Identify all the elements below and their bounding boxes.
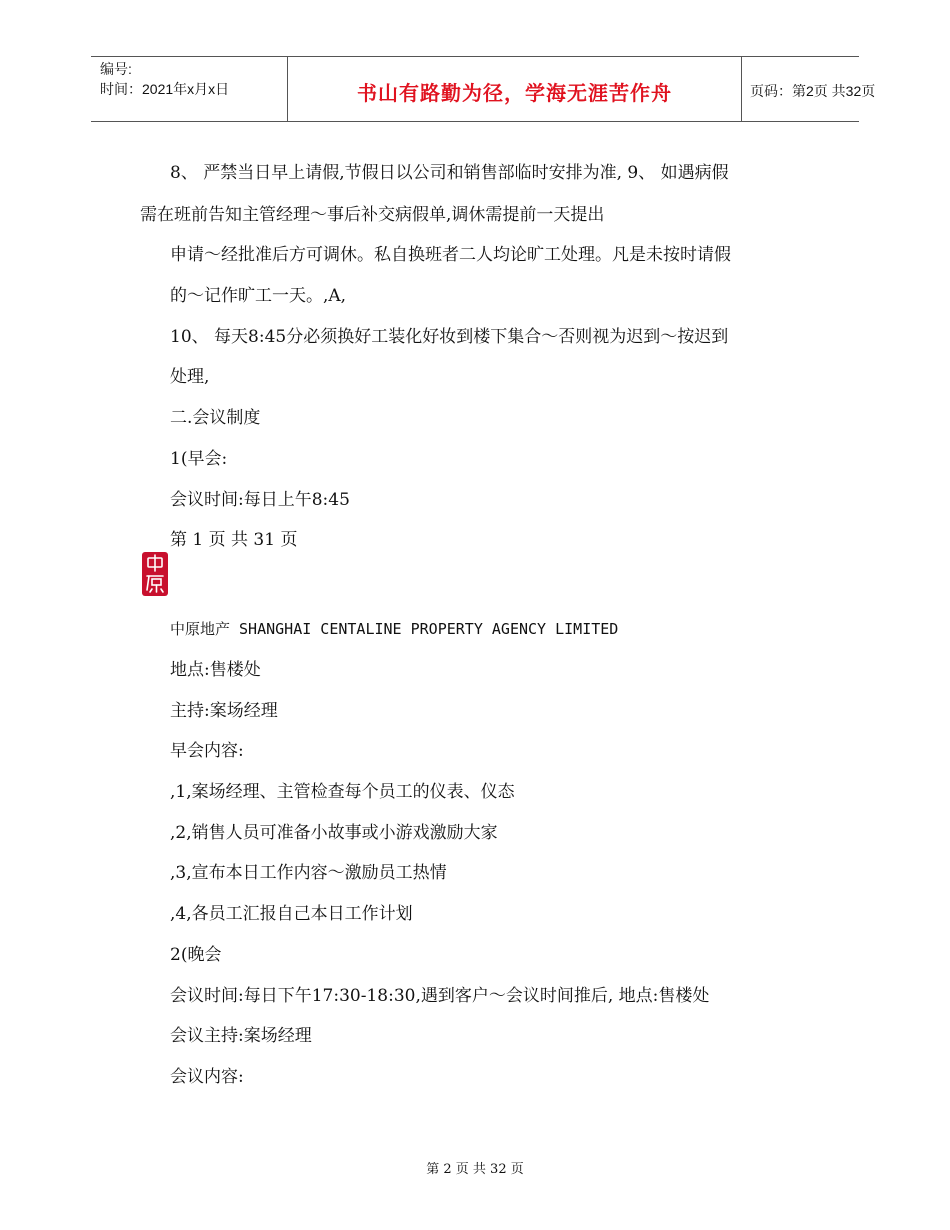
page-info: 页码：第2页 共32页 bbox=[750, 83, 876, 99]
page-footer: 第 2 页 共 32 页 bbox=[426, 1162, 524, 1177]
body-line: 地点:售楼处 bbox=[170, 660, 261, 680]
body-line: 主持:案场经理 bbox=[170, 701, 278, 721]
header-page-cell bbox=[742, 57, 876, 121]
body-line: 处理, bbox=[170, 367, 210, 387]
body-line: 会议时间:每日下午17:30-18:30,遇到客户～会议时间推后, 地点:售楼处 bbox=[170, 986, 710, 1006]
body-line: 会议时间:每日上午8:45 bbox=[170, 490, 350, 510]
list-item: ,1,案场经理、主管检查每个员工的仪表、仪态 bbox=[170, 782, 515, 802]
list-item: ,2,销售人员可准备小故事或小游戏激励大家 bbox=[170, 823, 498, 843]
body-line: 8、 严禁当日早上请假,节假日以公司和销售部临时安排为准, 9、 如遇病假 bbox=[170, 163, 729, 183]
document-number-label: 编号: bbox=[100, 61, 132, 77]
subsection-heading: 2(晚会 bbox=[170, 945, 222, 965]
document-time-label: 时间：2021年x月x日 bbox=[100, 81, 230, 97]
body-line: 会议内容: bbox=[170, 1067, 244, 1087]
motto-text: 书山有路勤为径，学海无涯苦作舟 bbox=[357, 81, 672, 105]
body-line: 早会内容: bbox=[170, 741, 244, 761]
body-line: 的～记作旷工一天。,A, bbox=[170, 286, 347, 306]
header-meta bbox=[91, 57, 287, 121]
centaline-logo-icon bbox=[142, 552, 168, 596]
company-name: 中原地产 SHANGHAI CENTALINE PROPERTY AGENCY LIMITED bbox=[170, 620, 619, 638]
subsection-heading: 1(早会: bbox=[170, 449, 228, 469]
body-line: 申请～经批准后方可调休。私自换班者二人均论旷工处理。凡是未按时请假 bbox=[170, 245, 731, 265]
body-line: 10、 每天8:45分必须换好工装化好妆到楼下集合～否则视为迟到～按迟到 bbox=[170, 327, 729, 347]
inner-page-number: 第 1 页 共 31 页 bbox=[170, 530, 298, 550]
header-motto-cell bbox=[287, 57, 742, 121]
list-item: ,4,各员工汇报自己本日工作计划 bbox=[170, 904, 413, 924]
list-item: ,3,宣布本日工作内容～激励员工热情 bbox=[170, 863, 447, 883]
body-line: 会议主持:案场经理 bbox=[170, 1026, 312, 1046]
body-line: 需在班前告知主管经理～事后补交病假单,调休需提前一天提出 bbox=[140, 205, 605, 225]
page-header bbox=[91, 56, 876, 122]
section-heading: 二.会议制度 bbox=[170, 408, 261, 428]
